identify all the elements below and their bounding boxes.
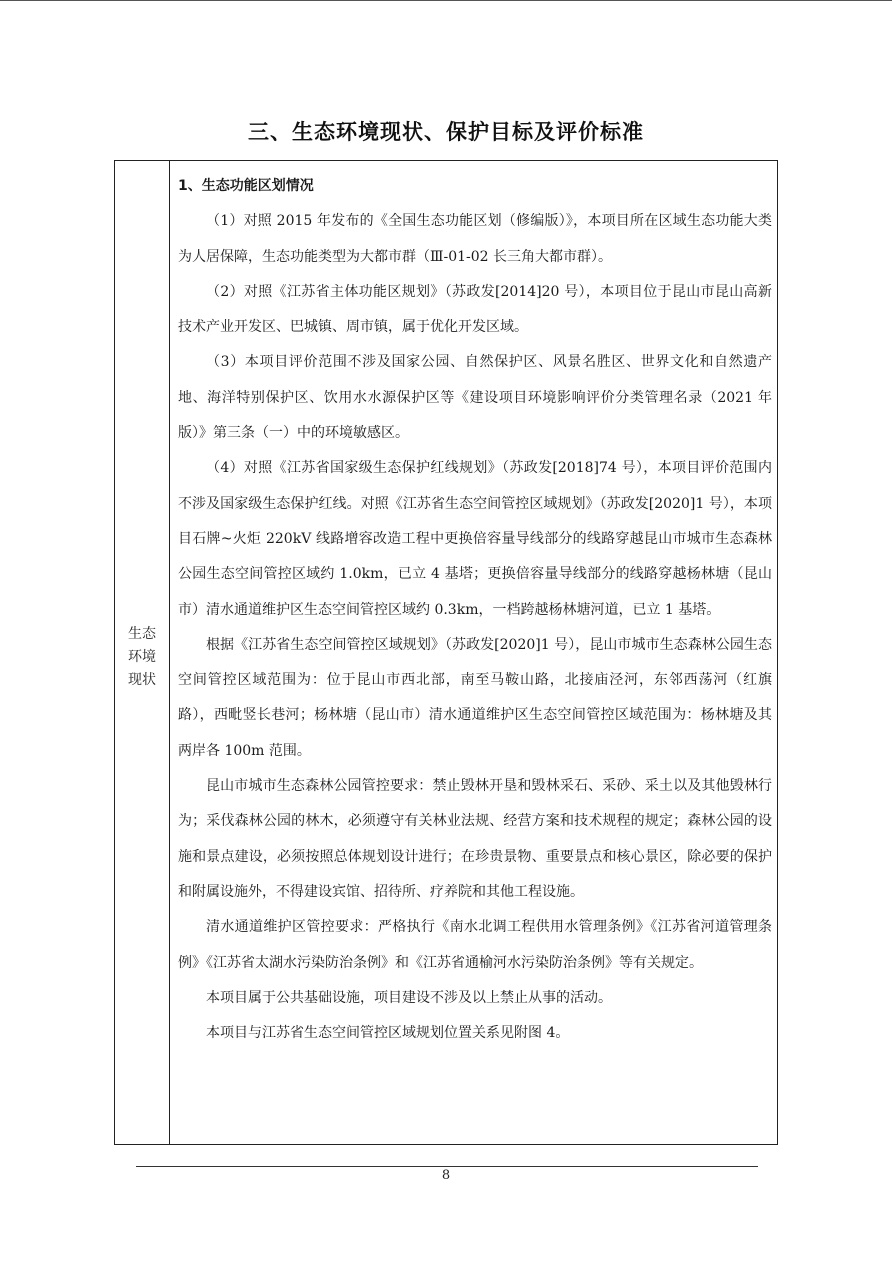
paragraph: （1）对照 2015 年发布的《全国生态功能区划（修编版）》，本项目所在区域生态功能大类为人居保障，生态功能类型为大都市群（Ⅲ-01-02 长三角大都市群）。: [178, 213, 772, 265]
row-label-line: 现状: [128, 672, 156, 688]
paragraph: 昆山市城市生态森林公园管控要求：禁止毁林开垦和毁林采石、采砂、采土以及其他毁林行为；采伐森林公园的林木，必须遵守有关林业法规、经营方案和技术规程的规定；森林公园的设施和景点建设，必须按照总体规划设计进行；在珍贵景物、重要景点和核心景区，除必要的保护和附属设施外，不得建设宾馆、招待所、疗养院和其他工程设施。: [178, 778, 772, 900]
paragraph: （2）对照《江苏省主体功能区规划》（苏政发[2014]20 号），本项目位于昆山市昆山高新技术产业开发区、巴城镇、周市镇，属于优化开发区域。: [178, 283, 772, 336]
top-border-line: [0, 0, 892, 1]
page-title: 三、生态环境现状、保护目标及评价标准: [248, 120, 644, 144]
paragraph: 根据《江苏省生态空间管控区域规划》（苏政发[2020]1 号），昆山市城市生态森林公园生态空间管控区域范围为：位于昆山市西北部，南至马鞍山路，北接庙泾河，东邻西荡河（红旗路），西毗竖长巷河；杨林塘（昆山市）清水通道维护区生态空间管控区域范围为：杨林塘及其两岸各 100m 范围。: [178, 636, 772, 759]
paragraph: （3）本项目评价范围不涉及国家公园、自然保护区、风景名胜区、世界文化和自然遗产地、海洋特别保护区、饮用水水源保护区等《建设项目环境影响评价分类管理名录（2021 年版）》第三条（一）中的环境敏感区。: [178, 354, 772, 442]
paragraph: 本项目与江苏省生态空间管控区域规划位置关系见附图 4。: [206, 1025, 570, 1042]
column-divider: [169, 161, 170, 1144]
paragraph: 清水通道维护区管控要求：严格执行《南水北调工程供用水管理条例》《江苏省河道管理条例》《江苏省太湖水污染防治条例》和《江苏省通榆河水污染防治条例》等有关规定。: [178, 919, 772, 971]
content-table: [114, 160, 778, 1145]
row-content: [178, 169, 772, 1051]
row-label: [115, 623, 169, 692]
row-label-line: 生态: [128, 626, 156, 642]
section-heading: 1、生态功能区划情况: [178, 178, 314, 194]
paragraph: （4）对照《江苏省国家级生态保护红线规划》（苏政发[2018]74 号），本项目评价范围内不涉及国家级生态保护红线。对照《江苏省生态空间管控区域规划》（苏政发[2020]1 号），本项目石牌~火炬 220kV 线路增容改造工程中更换倍容量导线部分的线路穿越昆山市城市生态森林公园生态空间管控区域约 1.0km，已立 4 基塔；更换倍容量导线部分的线路穿越杨林塘（昆山市）清水通道维护区生态空间管控区域约 0.3km，一档跨越杨林塘河道，已立 1 基塔。: [178, 460, 772, 618]
paragraph: 本项目属于公共基础设施，项目建设不涉及以上禁止从事的活动。: [206, 989, 612, 1006]
page-number: 8: [441, 1168, 451, 1183]
footer-line: [136, 1166, 758, 1167]
row-label-line: 环境: [128, 649, 156, 665]
